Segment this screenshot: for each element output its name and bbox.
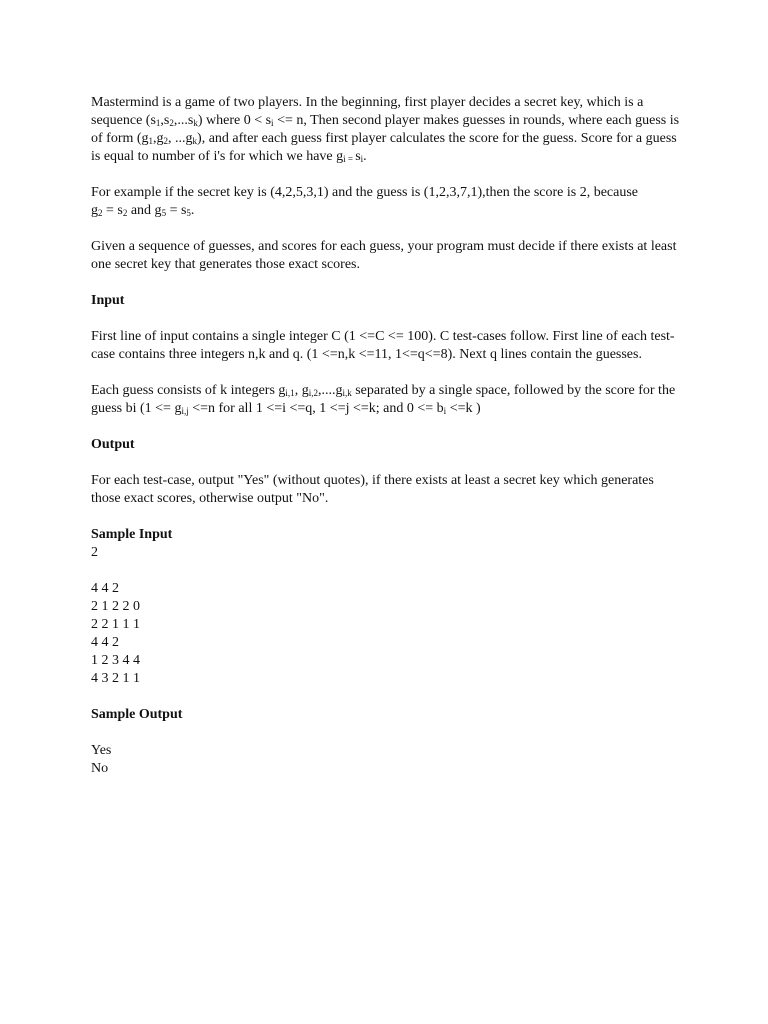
example-text: g bbox=[91, 203, 98, 218]
intro-text: ,s bbox=[160, 113, 170, 128]
guess-text: , g bbox=[294, 383, 309, 398]
subscript: 1 bbox=[155, 118, 161, 128]
subscript: i = bbox=[343, 154, 356, 164]
example-text: . bbox=[190, 203, 195, 218]
subscript: 2 bbox=[163, 136, 169, 146]
example-text: For example if the secret key is (4,2,5,3,1) and the guess is (1,2,3,7,1),then the score is 2, because bbox=[91, 185, 639, 200]
blank-line bbox=[91, 562, 681, 580]
sample-input-line: 4 3 2 1 1 bbox=[91, 671, 140, 686]
guess-text: ,....g bbox=[317, 383, 343, 398]
sample-input-line: 2 2 1 1 1 bbox=[91, 617, 140, 632]
sample-input-line: 4 4 2 bbox=[91, 581, 119, 596]
sample-input-line: 2 bbox=[91, 545, 98, 560]
example-text: = s bbox=[102, 203, 123, 218]
sample-input-block bbox=[91, 526, 681, 688]
sample-input-line: 2 1 2 2 0 bbox=[91, 599, 140, 614]
subscript: 1 bbox=[148, 136, 154, 146]
intro-text: ) where 0 < s bbox=[197, 113, 272, 128]
blank-line bbox=[91, 724, 681, 742]
sample-input-heading: Sample Input bbox=[91, 527, 173, 542]
subscript: k bbox=[193, 118, 198, 128]
subscript: 2 bbox=[98, 208, 103, 218]
example-text: and g bbox=[127, 203, 162, 218]
intro-text: Mastermind is a game of two players. In the beginning, first player decides a secret key, which is a sequence (s bbox=[91, 95, 644, 128]
given-paragraph: Given a sequence of guesses, and scores for each guess, your program must decide if there exists at least one secret key that generates those exact scores. bbox=[91, 239, 677, 272]
sample-output-line: Yes bbox=[91, 743, 112, 758]
input-paragraph: First line of input contains a single integer C (1 <=C <= 100). C test-cases follow. First line of each test-case contains three integers n,k and q. (1 <=n,k <=11, 1<=q<=8). Next q lines contain the guesses. bbox=[91, 329, 675, 362]
output-paragraph: For each test-case, output "Yes" (without quotes), if there exists at least a secret key which generates those exact scores, otherwise output "No". bbox=[91, 473, 654, 506]
intro-text: ), and after each guess first player calculates the score for the guess. Score for a guess is equal to number of i's for which we have g bbox=[91, 131, 677, 164]
subscript: i bbox=[443, 406, 447, 416]
guess-text: Each guess consists of k integers g bbox=[91, 383, 286, 398]
intro-paragraph bbox=[91, 94, 681, 166]
subscript: 2 bbox=[122, 208, 128, 218]
intro-text: . bbox=[363, 149, 367, 164]
subscript: k bbox=[192, 136, 198, 146]
subscript: i bbox=[271, 118, 274, 128]
subscript: 5 bbox=[161, 208, 167, 218]
output-heading: Output bbox=[91, 437, 135, 452]
subscript: i bbox=[360, 154, 364, 164]
subscript: i,j bbox=[181, 406, 189, 416]
subscript: 2 bbox=[169, 118, 174, 128]
sample-input-line: 4 4 2 bbox=[91, 635, 119, 650]
subscript: i,k bbox=[342, 388, 352, 398]
input-heading: Input bbox=[91, 293, 125, 308]
intro-text: ,g bbox=[153, 131, 164, 146]
example-text: = s bbox=[166, 203, 187, 218]
example-equation bbox=[91, 202, 681, 220]
guess-paragraph bbox=[91, 382, 681, 418]
document-page bbox=[91, 94, 681, 796]
subscript: i,2 bbox=[308, 388, 318, 398]
intro-text: ,...s bbox=[173, 113, 194, 128]
sample-input-line: 1 2 3 4 4 bbox=[91, 653, 140, 668]
sample-output-block bbox=[91, 706, 681, 778]
guess-text: <=k ) bbox=[446, 401, 481, 416]
sample-output-line: No bbox=[91, 761, 109, 776]
intro-text: s bbox=[355, 149, 361, 164]
subscript: 5 bbox=[186, 208, 191, 218]
guess-text: separated by a single space, followed by the score for the guess bi (1 <= g bbox=[91, 383, 676, 416]
intro-text: <= n, Then second player makes guesses in rounds, where each guess is of form (g bbox=[91, 113, 680, 146]
intro-text: , ...g bbox=[168, 131, 193, 146]
subscript: i,1 bbox=[285, 388, 295, 398]
sample-output-heading: Sample Output bbox=[91, 707, 183, 722]
example-paragraph bbox=[91, 184, 681, 220]
guess-text: <=n for all 1 <=i <=q, 1 <=j <=k; and 0 <= b bbox=[188, 401, 444, 416]
